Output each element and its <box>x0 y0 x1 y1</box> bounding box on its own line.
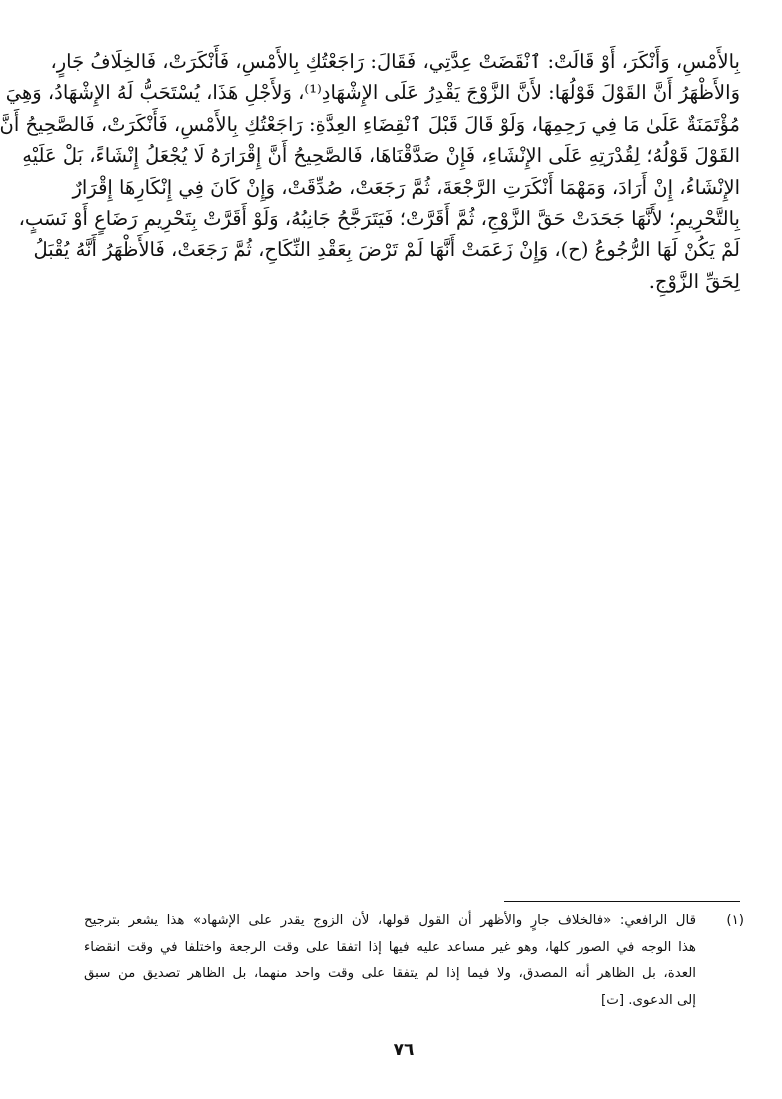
text-line: وَالأَظْهَرُ أَنَّ القَوْلَ قَوْلُهَا: لأَنَّ الزَّوْجَ يَقْدِرُ عَلَى الإِشْهَادِ⁽¹⁾، وَلأَجْلِ هَذَا، يُسْتَحَبُّ لَهُ الإِشْهَادُ، وَهِيَ <box>5 81 740 105</box>
footnote-body <box>84 908 696 1014</box>
footnote-line: العدة، بل الظاهر أنه المصدق، ولا فيما إذا لم يتفقا على وقت واحد منهما، بل الظاهر تصديق من سبق <box>84 966 696 981</box>
main-text-block <box>0 46 740 297</box>
text-line: بِالتَّحْرِيمِ؛ لأَنَّهَا جَحَدَتْ حَقَّ الزَّوْجِ، ثُمَّ أَقَرَّتْ؛ فَيَتَرَجَّحُ جَانِبُهُ، وَلَوْ أَقَرَّتْ بِتَحْرِيمِ رَضَاعٍ أَوْ نَسَبٍ، <box>18 207 740 231</box>
text-line: لِحَقِّ الزَّوْجِ. <box>648 269 740 293</box>
footnote-separator <box>504 901 740 902</box>
text-line: لَمْ يَكُنْ لَهَا الرُّجُوعُ (ح)، وَإِنْ زَعَمَتْ أَنَّهَا لَمْ تَرْضَ بِعَقْدِ النِّكَاحِ، ثُمَّ رَجَعَتْ، فَالأَظْهَرُ أَنَّهُ يُقْبَلُ <box>33 238 740 262</box>
text-line: القَوْلَ قَوْلُهُ؛ لِقُدْرَتِهِ عَلَى الإِنْشَاءِ، فَإِنْ صَدَّقْنَاهَا، فَالصَّحِيحُ أَنَّ إِقْرَارَهُ لَا يُجْعَلُ إِنْشَاءً، بَلْ عَلَيْهِ <box>22 144 740 168</box>
text-line: مُؤْتَمَنَةٌ عَلَىٰ مَا فِي رَحِمِهَا، وَلَوْ قَالَ قَبْلَ ٱنْقِضَاءِ العِدَّةِ: رَاجَعْتُكِ بِالأَمْسِ، فَأَنْكَرَتْ، فَالصَّحِيحُ أَنَّ <box>0 112 740 136</box>
footnote-line: قال الرافعي: «فالخلاف جارٍ والأظهر أن القول قولها، لأن الزوج يقدر على الإشهاد» هذا يشعر بترجيح <box>84 913 696 928</box>
text-line: الإِنْشَاءُ، إِنْ أَرَادَ، وَمَهْمَا أَنْكَرَتِ الرَّجْعَةَ، ثُمَّ رَجَعَتْ، صُدِّقَتْ، وَإِنْ كَانَ فِي إِنْكَارِهَا إِقْرَارٌ <box>72 175 740 199</box>
footnote-marker: (١) <box>726 913 744 928</box>
text-line: بِالأَمْسِ، وَأَنْكَرَ، أَوْ قَالَتْ: ٱنْقَضَتْ عِدَّتِي، فَقَالَ: رَاجَعْتُكِ بِالأَمْسِ، فَأَنْكَرَتْ، فَالخِلَافُ جَارٍ، <box>50 50 740 73</box>
footnote-line: إلى الدعوى. [ت] <box>600 992 696 1008</box>
footnote <box>84 908 744 1014</box>
page-number: ٧٦ <box>393 1040 415 1060</box>
footnote-line: هذا الوجه في الصور كلها، وهو غير مساعد عليه فيها إذا اتفقا على وقت الرجعة واختلفا في وقت انقضاء <box>84 939 696 955</box>
